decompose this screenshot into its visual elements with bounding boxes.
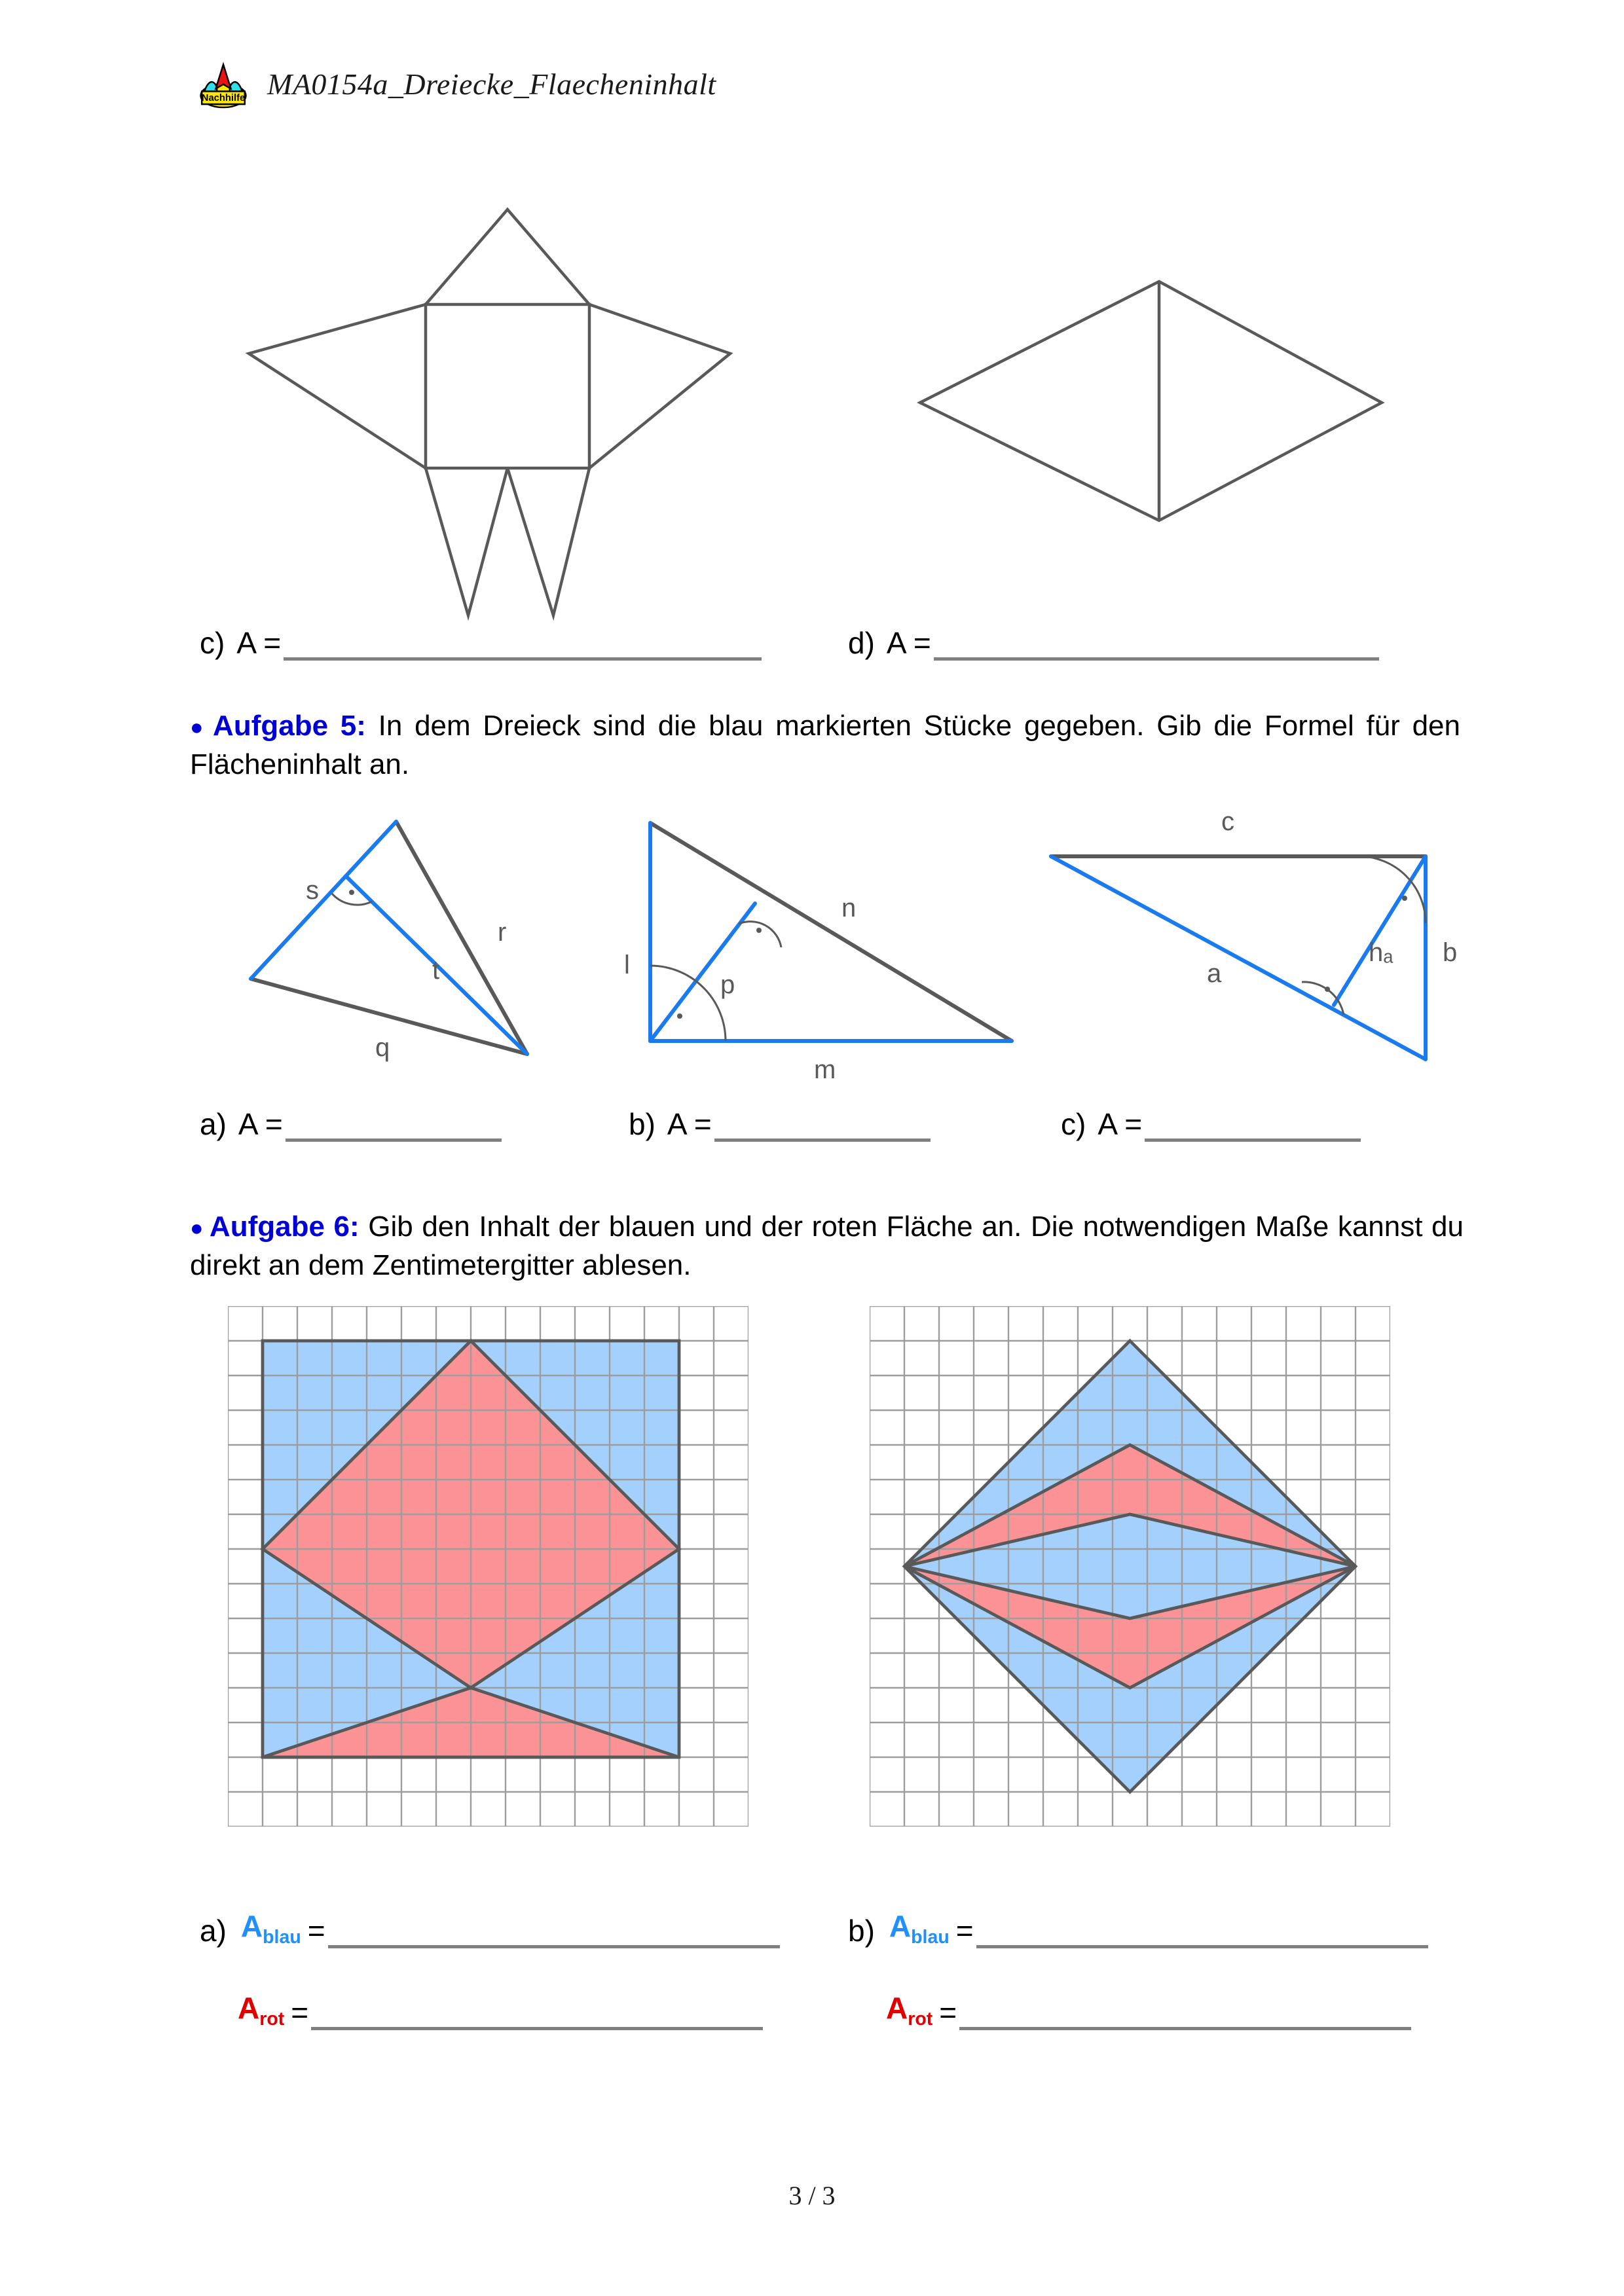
answer-row-6b-red xyxy=(886,1990,1411,2030)
answer-row-5c xyxy=(1061,1106,1361,1142)
aufgabe6-grid-figure-b xyxy=(870,1306,1390,1830)
answer-row-5a xyxy=(200,1106,502,1142)
answer-prefix-5b: A = xyxy=(667,1107,712,1141)
label-s: s xyxy=(306,876,319,905)
answer-label-6a: a) xyxy=(200,1914,227,1948)
aufgabe6-grid-figure-a xyxy=(228,1306,748,1830)
a-rot-symbol: $A_{rot}$ xyxy=(886,1991,933,2030)
answer-row-6a-red xyxy=(238,1990,763,2030)
label-p: p xyxy=(720,970,735,999)
equals-sign: = xyxy=(291,1995,309,2030)
document-header xyxy=(196,59,716,109)
answer-blank-5c[interactable] xyxy=(1145,1107,1361,1142)
document-title: MA0154a_Dreiecke_Flaecheninhalt xyxy=(267,67,716,101)
answer-row-d xyxy=(848,625,1379,661)
answer-label-5c: c) xyxy=(1061,1107,1086,1141)
answer-blank-5b[interactable] xyxy=(714,1107,931,1142)
a-blau-symbol: $A_{blau}$ xyxy=(889,1909,950,1948)
a-blau-symbol: $A_{blau}$ xyxy=(240,1909,301,1948)
aufgabe5-figure-b xyxy=(619,802,1051,1087)
a-rot-symbol: $A_{rot}$ xyxy=(238,1991,285,2030)
answer-blank-6a-blue[interactable] xyxy=(328,1914,780,1948)
bullet-icon: ● xyxy=(190,714,208,740)
label-r: r xyxy=(498,918,507,947)
bullet-icon: ● xyxy=(190,1215,204,1241)
label-m: m xyxy=(814,1055,836,1084)
aufgabe5-figure-c xyxy=(1031,786,1483,1084)
answer-label-c: c) xyxy=(200,626,225,660)
answer-prefix-5c: A = xyxy=(1098,1107,1143,1141)
figure-d-rhombus xyxy=(897,262,1395,540)
aufgabe-5-block xyxy=(190,707,1460,784)
label-a: a xyxy=(1207,959,1222,988)
label-q: q xyxy=(375,1033,390,1062)
figure-c-star xyxy=(236,183,733,632)
label-t: t xyxy=(432,956,440,985)
answer-blank-c[interactable] xyxy=(284,629,762,661)
label-b: b xyxy=(1443,938,1458,967)
answer-row-5b xyxy=(629,1106,931,1142)
answer-prefix-5a: A = xyxy=(238,1107,283,1141)
answer-row-c xyxy=(200,625,762,661)
aufgabe-6-title: Aufgabe 6: xyxy=(209,1211,360,1243)
answer-row-6a-blue xyxy=(200,1908,780,1948)
answer-label-6b: b) xyxy=(848,1914,875,1948)
answer-label-5b: b) xyxy=(629,1107,655,1141)
label-n: n xyxy=(841,894,857,922)
aufgabe-6-text: Gib den Inhalt der blauen und der roten Fläche an. Die notwendigen Maße kannst du direkt an dem Zentimetergitter ablesen. xyxy=(190,1211,1464,1281)
answer-blank-6a-red[interactable] xyxy=(311,1995,763,2030)
logo-text: Nachhilfe xyxy=(201,93,246,104)
aufgabe-5-title: Aufgabe 5: xyxy=(213,710,366,742)
answer-blank-5a[interactable] xyxy=(286,1107,502,1142)
answer-prefix-c: A = xyxy=(236,626,282,660)
equals-sign: = xyxy=(939,1995,957,2030)
nachhilfe-logo-icon xyxy=(196,59,250,109)
answer-label-5a: a) xyxy=(200,1107,227,1141)
answer-blank-6b-red[interactable] xyxy=(959,1995,1411,2030)
label-l: l xyxy=(624,951,630,979)
equals-sign: = xyxy=(955,1914,974,1948)
answer-label-d: d) xyxy=(848,626,875,660)
label-c: c xyxy=(1221,807,1234,836)
answer-blank-6b-blue[interactable] xyxy=(976,1914,1428,1948)
label-ha: hₐ xyxy=(1369,938,1393,967)
answer-prefix-d: A = xyxy=(886,626,931,660)
aufgabe5-figure-a xyxy=(232,802,612,1080)
answer-row-6b-blue xyxy=(848,1908,1428,1948)
page-number: 3 / 3 xyxy=(788,2181,836,2210)
aufgabe-6-block xyxy=(190,1208,1464,1285)
answer-blank-d[interactable] xyxy=(934,629,1379,661)
equals-sign: = xyxy=(307,1914,325,1948)
aufgabe-5-text: In dem Dreieck sind die blau markierten Stücke gegeben. Gib die Formel für den Flächeninhalt an. xyxy=(190,710,1460,780)
